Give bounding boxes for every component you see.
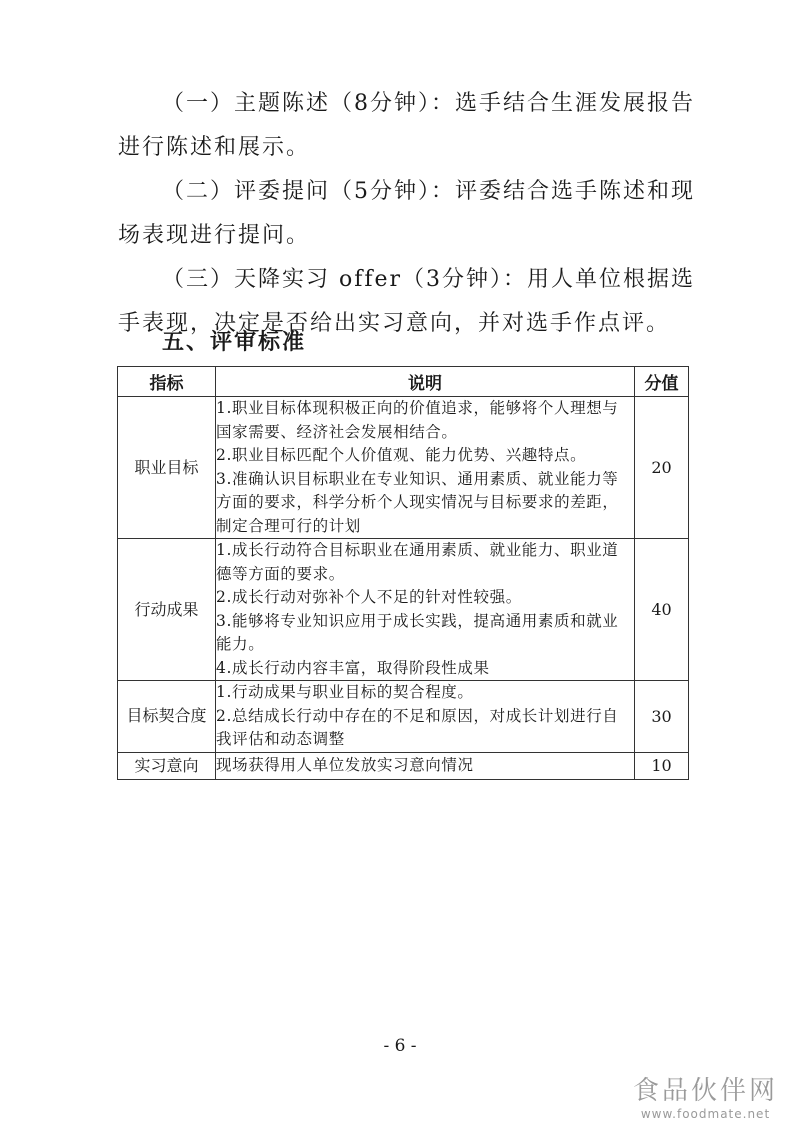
header-description: 说明	[216, 367, 635, 397]
table-row	[118, 681, 689, 753]
page-number: - 6 -	[383, 1036, 417, 1056]
indicator-cell: 目标契合度	[118, 681, 216, 753]
description-cell	[216, 752, 635, 779]
criterion-item: 2.成长行动对弥补个人不足的针对性较强。	[216, 588, 522, 606]
criterion-item: 现场获得用人单位发放实习意向情况	[216, 755, 474, 774]
header-score: 分值	[635, 367, 689, 397]
paragraph-topic-statement: （一）主题陈述（8分钟）：选手结合生涯发展报告进行陈述和展示。	[118, 91, 695, 160]
indicator-cell: 行动成果	[118, 539, 216, 681]
paragraph-internship-offer: （三）天降实习 offer（3分钟）：用人单位根据选手表现，决定是否给出实习意向，并对选手作点评。	[118, 267, 696, 336]
criterion-item: 1.成长行动符合目标职业在通用素质、就业能力、职业道德等方面的要求。	[216, 541, 619, 583]
description-cell	[216, 539, 635, 681]
watermark-logo	[633, 1076, 778, 1122]
score-cell: 30	[635, 681, 689, 753]
criteria-table	[117, 366, 689, 780]
score-cell: 10	[635, 752, 689, 779]
watermark-brand: 食品伙伴网	[632, 1076, 778, 1106]
criterion-item: 2.总结成长行动中存在的不足和原因，对成长计划进行自我评估和动态调整	[216, 706, 619, 748]
description-cell	[216, 681, 635, 753]
criterion-item: 4.成长行动内容丰富，取得阶段性成果	[216, 658, 490, 677]
header-indicator: 指标	[118, 367, 216, 397]
table-row	[118, 752, 689, 779]
table-row	[118, 539, 689, 681]
indicator-cell: 实习意向	[118, 752, 216, 779]
description-cell	[216, 397, 635, 539]
table-row	[118, 397, 689, 539]
criterion-item: 3.能够将专业知识应用于成长实践，提高通用素质和就业能力。	[216, 611, 619, 653]
criterion-item: 1.行动成果与职业目标的契合程度。	[216, 683, 474, 701]
criterion-item: 3.准确认识目标职业在专业知识、通用素质、就业能力等方面的要求，科学分析个人现实情况与目标要求的差距，制定合理可行的计划	[216, 469, 619, 535]
criterion-item: 2.职业目标匹配个人价值观、能力优势、兴趣特点。	[216, 446, 587, 464]
section-heading: 五、评审标准	[162, 330, 307, 355]
score-cell: 40	[635, 539, 689, 681]
paragraph-judge-questions: （二）评委提问（5分钟）：评委结合选手陈述和现场表现进行提问。	[118, 179, 695, 248]
score-cell: 20	[635, 397, 689, 539]
criterion-item: 1.职业目标体现积极正向的价值追求，能够将个人理想与国家需要、经济社会发展相结合。	[216, 399, 619, 441]
watermark-url: www.foodmate.net	[640, 1107, 771, 1121]
table-header-row	[118, 367, 689, 397]
indicator-cell: 职业目标	[118, 397, 216, 539]
